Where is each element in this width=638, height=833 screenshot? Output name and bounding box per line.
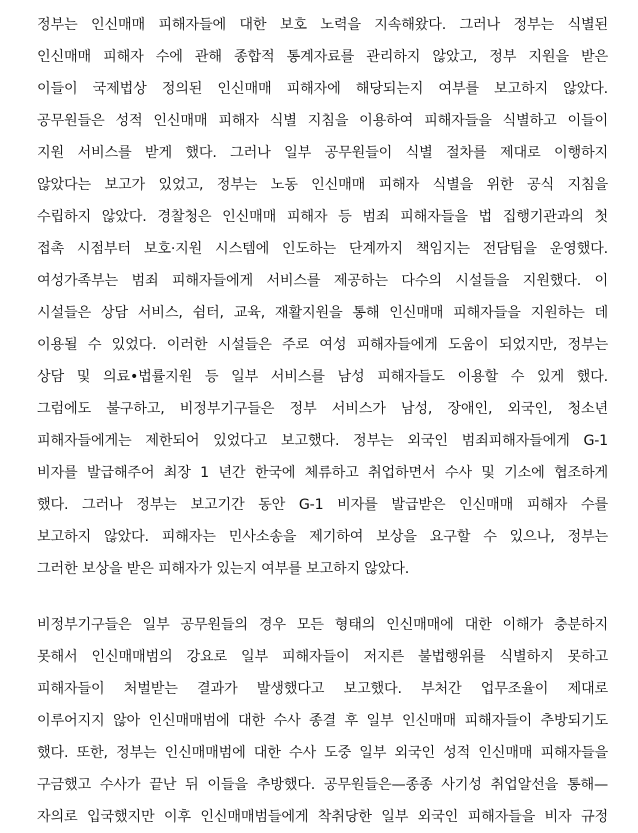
paragraph-ngo-reports (37, 609, 608, 833)
text-line: 않았다는 보고가 있었고, 정부는 노동 인신매매 피해자 식별을 위한 공식 지침을 (37, 177, 608, 193)
text-line: 그럼에도 불구하고, 비정부기구들은 정부 서비스가 남성, 장애인, 외국인, 청소년 (37, 401, 608, 417)
text-line: 상담 및 의료•법률지원 등 일부 서비스를 남성 피해자들도 이용할 수 있게 했다. (37, 369, 608, 385)
text-line: 보고하지 않았다. 피해자는 민사소송을 제기하여 보상을 요구할 수 있으나, 정부는 (37, 529, 608, 545)
text-line: 했다. 또한, 정부는 인신매매범에 대한 수사 도중 일부 외국인 성적 인신매매 피해자들을 (37, 745, 608, 761)
text-line: 접촉 시점부터 보호·지원 시스템에 인도하는 단계까지 책임지는 전담팀을 운영했다. (37, 241, 608, 257)
text-line: 공무원들은 성적 인신매매 피해자 식별 지침을 이용하여 피해자들을 식별하고 이들이 (37, 113, 608, 129)
text-line: 피해자들에게는 제한되어 있었다고 보고했다. 정부는 외국인 범죄피해자들에게 G-1 (37, 433, 608, 449)
paragraph-spacer (37, 585, 608, 609)
text-line: 정부는 인신매매 피해자들에 대한 보호 노력을 지속해왔다. 그러나 정부는 식별된 (37, 17, 608, 33)
text-line: 자의로 입국했지만 이후 인신매매범들에게 착취당한 일부 외국인 피해자들을 비자 규정 (37, 809, 608, 825)
text-line: 여성가족부는 범죄 피해자들에게 서비스를 제공하는 다수의 시설들을 지원했다. 이 (37, 273, 608, 289)
text-line: 이루어지지 않아 인신매매범에 대한 수사 종결 후 일부 인신매매 피해자들이 추방되기도 (37, 713, 608, 729)
text-line: 피해자들이 처벌받는 결과가 발생했다고 보고했다. 부처간 업무조율이 제대로 (37, 681, 608, 697)
document-page (37, 9, 608, 833)
text-line: 했다. 그러나 정부는 보고기간 동안 G-1 비자를 발급받은 인신매매 피해자 수를 (37, 497, 608, 513)
text-line: 못해서 인신매매범의 강요로 일부 피해자들이 저지른 불법행위를 식별하지 못하고 (37, 649, 608, 665)
text-line: 인신매매 피해자 수에 관해 종합적 통계자료를 관리하지 않았고, 정부 지원을 받은 (37, 49, 608, 65)
text-line: 시설들은 상담 서비스, 쉼터, 교육, 재활지원을 통해 인신매매 피해자들을 지원하는 데 (37, 305, 608, 321)
text-line: 이들이 국제법상 정의된 인신매매 피해자에 해당되는지 여부를 보고하지 않았다. (37, 81, 608, 97)
text-line: 수립하지 않았다. 경찰청은 인신매매 피해자 등 범죄 피해자들을 법 집행기관과의 첫 (37, 209, 608, 225)
text-line: 구금했고 수사가 끝난 뒤 이들을 추방했다. 공무원들은—종종 사기성 취업알선을 통해— (37, 777, 608, 793)
text-line: 그러한 보상을 받은 피해자가 있는지 여부를 보고하지 않았다. (37, 561, 410, 577)
paragraph-victim-protection (37, 9, 608, 585)
text-line: 이용될 수 있었다. 이러한 시설들은 주로 여성 피해자들에게 도움이 되었지만, 정부는 (37, 337, 608, 353)
text-line: 비정부기구들은 일부 공무원들의 경우 모든 형태의 인신매매에 대한 이해가 충분하지 (37, 617, 608, 633)
text-line: 지원 서비스를 받게 했다. 그러나 일부 공무원들이 식별 절차를 제대로 이행하지 (37, 145, 608, 161)
text-line: 비자를 발급해주어 최장 1 년간 한국에 체류하고 취업하면서 수사 및 기소에 협조하게 (37, 465, 608, 481)
